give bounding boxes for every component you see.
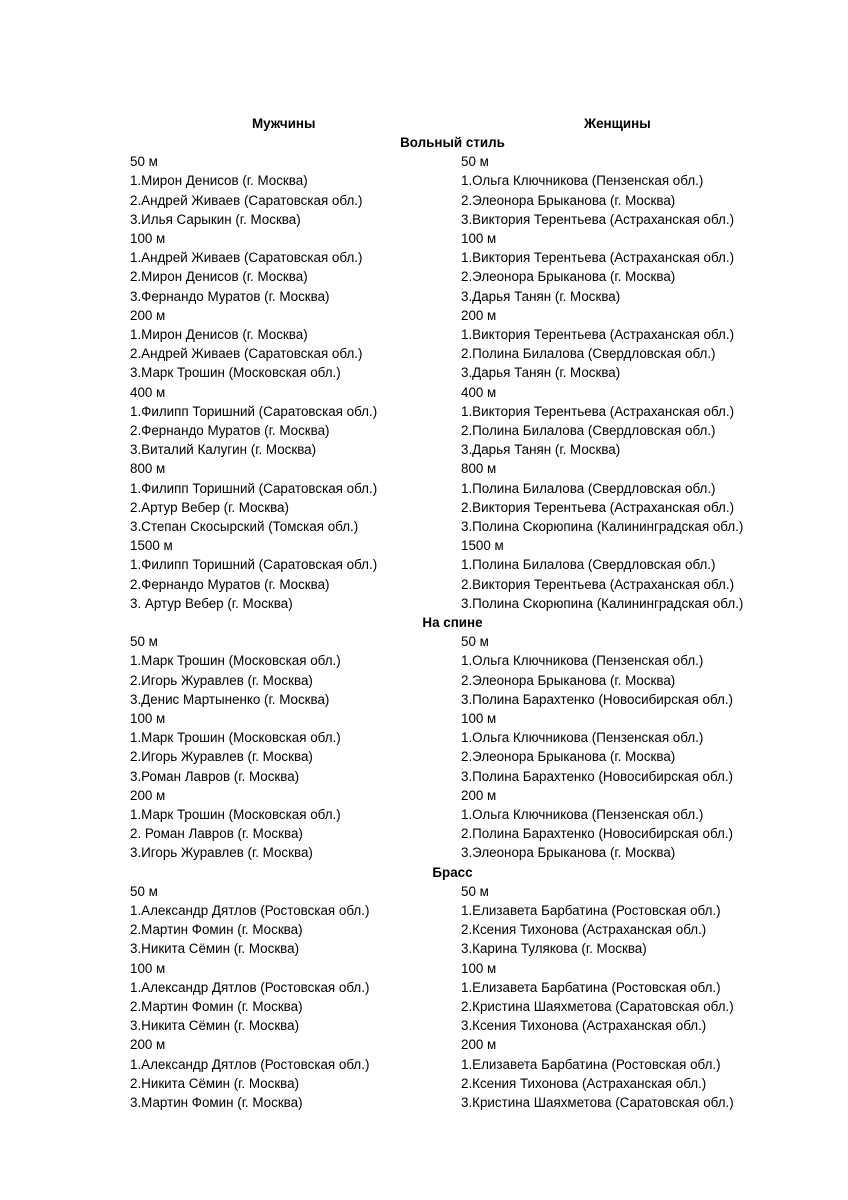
women-result-entry: 2.Ксения Тихонова (Астраханская обл.) xyxy=(461,922,707,938)
men-result-entry: 3. Артур Вебер (г. Москва) xyxy=(130,595,293,611)
women-result-entry: 3.Полина Скорюпина (Калининградская обл.) xyxy=(461,519,744,534)
women-result-entry: 2.Элеонора Брыканова (г. Москва) xyxy=(461,749,676,765)
stroke-title: Вольный стиль xyxy=(400,135,505,150)
men-distance-label: 50 м xyxy=(130,883,158,899)
women-result-entry: 1.Виктория Терентьева (Астраханская обл.) xyxy=(461,403,735,419)
women-result-entry: 2.Элеонора Брыканова (г. Москва) xyxy=(461,192,676,208)
men-result-entry: 2.Игорь Журавлев (г. Москва) xyxy=(130,749,313,765)
men-distance-label: 50 м xyxy=(130,634,158,650)
men-result-entry: 1.Александр Дятлов (Ростовская обл.) xyxy=(130,903,370,918)
men-result-entry: 2.Артур Вебер (г. Москва) xyxy=(130,499,289,515)
women-distance-label: 400 м xyxy=(461,384,497,400)
women-result-entry: 3.Карина Тулякова (г. Москва) xyxy=(461,941,647,957)
women-distance-label: 200 м xyxy=(461,307,497,323)
women-result-entry: 1.Ольга Ключникова (Пензенская обл.) xyxy=(461,807,704,822)
men-result-entry: 1.Александр Дятлов (Ростовская обл.) xyxy=(130,1056,370,1072)
men-result-entry: 3.Виталий Калугин (г. Москва) xyxy=(130,442,317,458)
women-result-entry: 3.Полина Скорюпина (Калининградская обл.) xyxy=(461,595,744,611)
women-result-entry: 3.Полина Барахтенко (Новосибирская обл.) xyxy=(461,768,734,784)
men-result-entry: 1.Филипп Торишний (Саратовская обл.) xyxy=(130,480,378,496)
men-result-entry: 1.Марк Трошин (Московская обл.) xyxy=(130,730,341,746)
men-distance-label: 100 м xyxy=(130,231,166,246)
women-distance-label: 50 м xyxy=(461,883,489,899)
men-result-entry: 3.Роман Лавров (г. Москва) xyxy=(130,768,300,784)
women-result-entry: 2.Элеонора Брыканова (г. Москва) xyxy=(461,269,676,285)
women-result-entry: 2.Виктория Терентьева (Астраханская обл.) xyxy=(461,499,735,515)
women-result-entry: 1.Виктория Терентьева (Астраханская обл.) xyxy=(461,250,735,266)
men-distance-label: 400 м xyxy=(130,384,166,400)
men-result-entry: 1.Филипп Торишний (Саратовская обл.) xyxy=(130,557,378,573)
men-result-entry: 3.Илья Сарыкин (г. Москва) xyxy=(130,211,301,227)
women-result-entry: 3.Дарья Танян (г. Москва) xyxy=(461,288,621,304)
men-result-entry: 1.Мирон Денисов (г. Москва) xyxy=(130,173,308,189)
men-distance-label: 800 м xyxy=(130,461,166,477)
men-header: Мужчины xyxy=(252,116,316,131)
men-result-entry: 1.Андрей Живаев (Саратовская обл.) xyxy=(130,250,363,266)
women-distance-label: 1500 м xyxy=(461,538,504,554)
men-distance-label: 200 м xyxy=(130,307,166,323)
stroke-title: На спине xyxy=(422,615,483,630)
women-result-entry: 1.Ольга Ключникова (Пензенская обл.) xyxy=(461,653,704,669)
men-result-entry: 3.Степан Скосырский (Томская обл.) xyxy=(130,519,359,534)
women-result-entry: 1.Полина Билалова (Свердловская обл.) xyxy=(461,480,716,496)
women-result-entry: 3.Виктория Терентьева (Астраханская обл.) xyxy=(461,211,735,227)
men-result-entry: 1.Александр Дятлов (Ростовская обл.) xyxy=(130,979,370,995)
women-result-entry: 2.Ксения Тихонова (Астраханская обл.) xyxy=(461,1075,707,1091)
women-distance-label: 50 м xyxy=(461,634,489,650)
women-distance-label: 100 м xyxy=(461,231,497,246)
women-distance-label: 100 м xyxy=(461,711,497,726)
men-result-entry: 3.Мартин Фомин (г. Москва) xyxy=(130,1095,303,1110)
men-distance-label: 1500 м xyxy=(130,538,173,554)
women-result-entry: 1.Ольга Ключникова (Пензенская обл.) xyxy=(461,173,704,189)
women-distance-label: 100 м xyxy=(461,960,497,976)
men-result-entry: 3.Денис Мартыненко (г. Москва) xyxy=(130,691,330,707)
men-distance-label: 50 м xyxy=(130,154,158,170)
women-result-entry: 2.Полина Барахтенко (Новосибирская обл.) xyxy=(461,826,734,842)
women-result-entry: 3.Ксения Тихонова (Астраханская обл.) xyxy=(461,1018,707,1034)
men-result-entry: 2.Андрей Живаев (Саратовская обл.) xyxy=(130,192,363,208)
stroke-title: Брасс xyxy=(432,864,473,880)
women-distance-label: 50 м xyxy=(461,154,489,170)
men-distance-label: 200 м xyxy=(130,787,166,803)
women-result-entry: 1.Елизавета Барбатина (Ростовская обл.) xyxy=(461,979,721,995)
men-result-entry: 2.Мартин Фомин (г. Москва) xyxy=(130,922,303,938)
women-distance-label: 200 м xyxy=(461,787,497,803)
women-result-entry: 3.Полина Барахтенко (Новосибирская обл.) xyxy=(461,691,734,707)
women-distance-label: 200 м xyxy=(461,1037,497,1053)
men-result-entry: 2. Роман Лавров (г. Москва) xyxy=(130,826,303,842)
women-result-entry: 1.Елизавета Барбатина (Ростовская обл.) xyxy=(461,1056,721,1072)
men-distance-label: 100 м xyxy=(130,711,166,726)
men-result-entry: 3.Никита Сёмин (г. Москва) xyxy=(130,1018,300,1034)
women-result-entry: 1.Полина Билалова (Свердловская обл.) xyxy=(461,557,716,573)
men-result-entry: 1.Марк Трошин (Московская обл.) xyxy=(130,653,341,669)
men-result-entry: 3.Игорь Журавлев (г. Москва) xyxy=(130,845,313,861)
women-result-entry: 2.Полина Билалова (Свердловская обл.) xyxy=(461,423,716,438)
women-result-entry: 1.Елизавета Барбатина (Ростовская обл.) xyxy=(461,903,721,918)
men-result-entry: 2.Фернандо Муратов (г. Москва) xyxy=(130,423,330,438)
men-result-entry: 2.Игорь Журавлев (г. Москва) xyxy=(130,672,313,688)
men-result-entry: 1.Филипп Торишний (Саратовская обл.) xyxy=(130,403,378,419)
men-result-entry: 1.Мирон Денисов (г. Москва) xyxy=(130,327,308,342)
women-header: Женщины xyxy=(584,116,651,131)
men-result-entry: 2.Андрей Живаев (Саратовская обл.) xyxy=(130,346,363,362)
women-result-entry: 2.Кристина Шаяхметова (Саратовская обл.) xyxy=(461,999,734,1014)
men-result-entry: 2.Никита Сёмин (г. Москва) xyxy=(130,1075,300,1091)
men-result-entry: 2.Мирон Денисов (г. Москва) xyxy=(130,269,308,285)
women-result-entry: 1.Виктория Терентьева (Астраханская обл.) xyxy=(461,327,735,342)
women-result-entry: 1.Ольга Ключникова (Пензенская обл.) xyxy=(461,730,704,746)
women-result-entry: 3.Кристина Шаяхметова (Саратовская обл.) xyxy=(461,1095,734,1110)
women-result-entry: 3.Элеонора Брыканова (г. Москва) xyxy=(461,845,676,861)
men-result-entry: 1.Марк Трошин (Московская обл.) xyxy=(130,807,341,822)
men-result-entry: 3.Фернандо Муратов (г. Москва) xyxy=(130,288,330,304)
women-distance-label: 800 м xyxy=(461,461,497,477)
men-distance-label: 100 м xyxy=(130,960,166,976)
women-result-entry: 2.Элеонора Брыканова (г. Москва) xyxy=(461,672,676,688)
men-result-entry: 2.Фернандо Муратов (г. Москва) xyxy=(130,576,330,592)
men-distance-label: 200 м xyxy=(130,1037,166,1053)
men-result-entry: 3.Никита Сёмин (г. Москва) xyxy=(130,941,300,957)
men-result-entry: 2.Мартин Фомин (г. Москва) xyxy=(130,999,303,1014)
women-result-entry: 3.Дарья Танян (г. Москва) xyxy=(461,365,621,381)
men-result-entry: 3.Марк Трошин (Московская обл.) xyxy=(130,365,341,381)
women-result-entry: 3.Дарья Танян (г. Москва) xyxy=(461,442,621,458)
women-result-entry: 2.Полина Билалова (Свердловская обл.) xyxy=(461,346,716,362)
women-result-entry: 2.Виктория Терентьева (Астраханская обл.) xyxy=(461,576,735,592)
